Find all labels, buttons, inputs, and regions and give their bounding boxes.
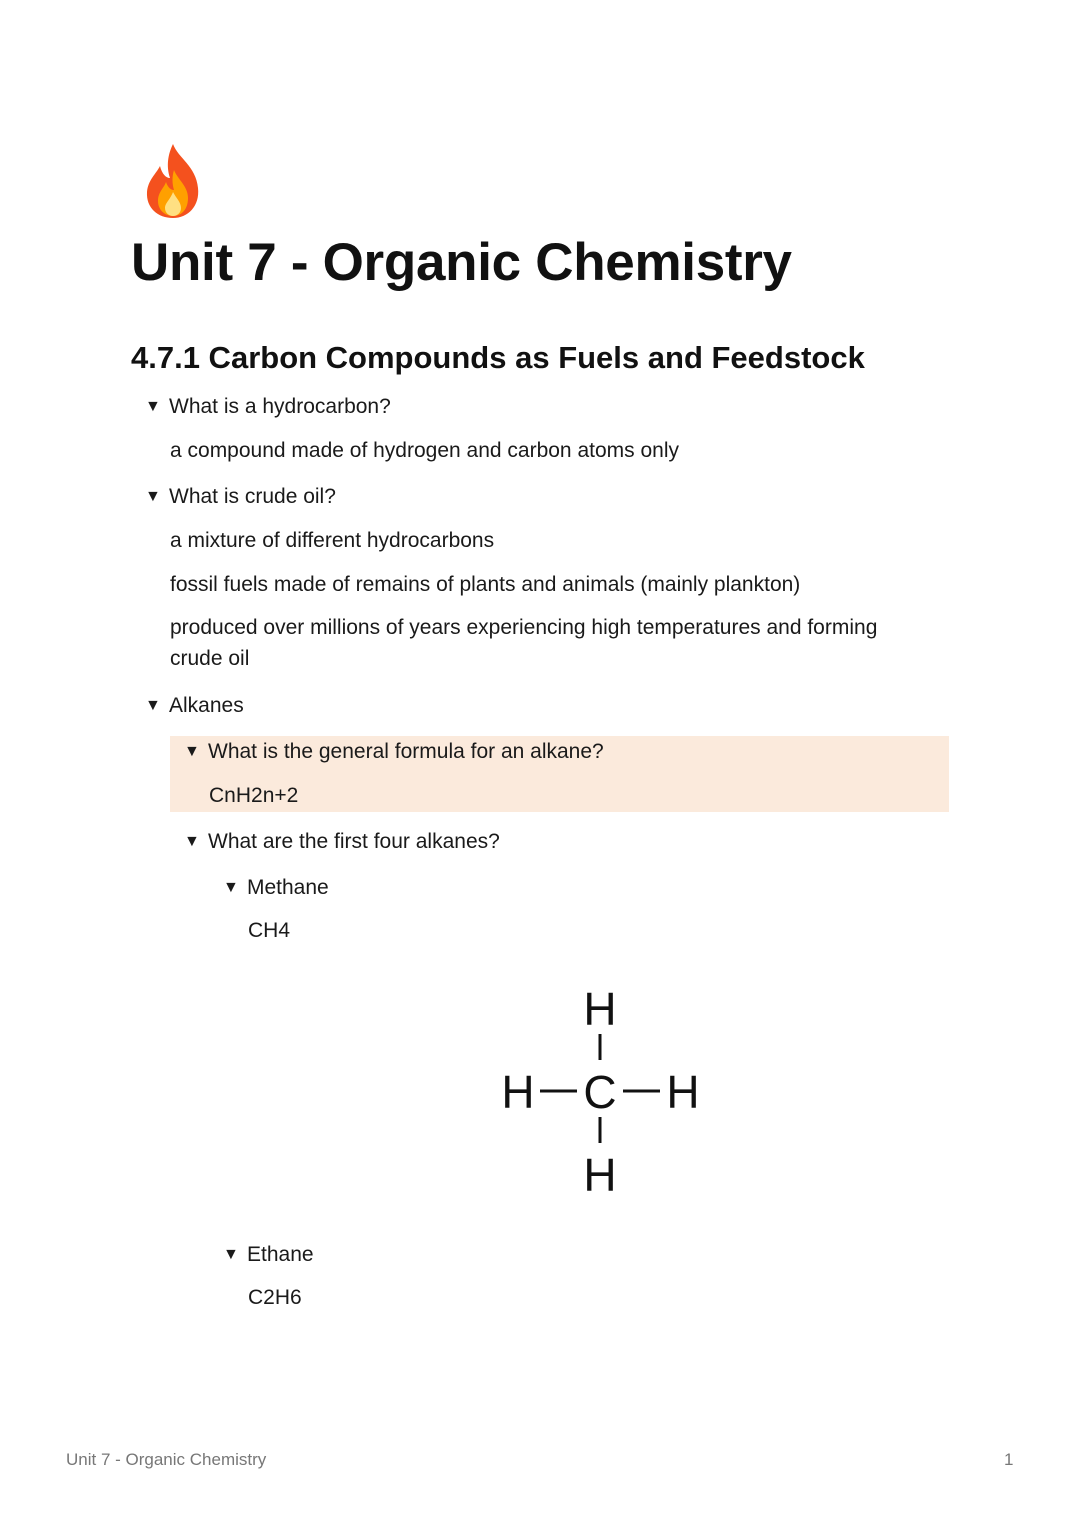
- toggle-label: Alkanes: [169, 694, 244, 717]
- toggle-methane[interactable]: [223, 876, 329, 900]
- formula-text: CH4: [248, 919, 291, 942]
- atom-h-left: H: [501, 1066, 535, 1118]
- triangle-down-icon: ▼: [145, 488, 161, 505]
- toggle-crude-oil[interactable]: [145, 485, 336, 509]
- atom-c-center: C: [583, 1066, 617, 1118]
- formula-text: CnH2n+2: [209, 784, 299, 807]
- atom-h-right: H: [666, 1066, 700, 1118]
- toggle-label: What is crude oil?: [169, 485, 336, 508]
- section-heading: 4.7.1 Carbon Compounds as Fuels and Feedstock: [131, 340, 865, 375]
- answer-text: produced over millions of years experiencing high temperatures and forming crude oil: [170, 616, 878, 670]
- triangle-down-icon: ▼: [223, 1246, 239, 1263]
- page-number: 1: [1004, 1450, 1014, 1469]
- triangle-down-icon: ▼: [223, 879, 239, 896]
- answer-text: a compound made of hydrogen and carbon atoms only: [170, 439, 679, 462]
- toggle-alkanes[interactable]: [145, 694, 244, 718]
- atom-h-top: H: [583, 983, 617, 1035]
- toggle-label: What is the general formula for an alkane?: [208, 740, 604, 763]
- triangle-down-icon: ▼: [145, 697, 161, 714]
- toggle-ethane[interactable]: [223, 1243, 314, 1267]
- formula-text: C2H6: [248, 1286, 302, 1309]
- answer-text: a mixture of different hydrocarbons: [170, 529, 495, 552]
- atom-h-bottom: H: [583, 1149, 617, 1201]
- page-title: Unit 7 - Organic Chemistry: [131, 233, 792, 292]
- toggle-label: Ethane: [247, 1243, 314, 1266]
- triangle-down-icon: ▼: [184, 743, 200, 760]
- toggle-label: What are the first four alkanes?: [208, 830, 500, 853]
- toggle-label: Methane: [247, 876, 329, 899]
- toggle-hydrocarbon[interactable]: [145, 395, 391, 419]
- toggle-label: What is a hydrocarbon?: [169, 395, 391, 418]
- toggle-general-formula[interactable]: [184, 740, 604, 764]
- triangle-down-icon: ▼: [145, 398, 161, 415]
- answer-text: fossil fuels made of remains of plants and animals (mainly plankton): [170, 573, 801, 596]
- footer-title: Unit 7 - Organic Chemistry: [66, 1450, 267, 1469]
- methane-structure: [480, 978, 720, 1203]
- toggle-first-four[interactable]: [184, 830, 500, 854]
- fire-icon: [138, 140, 208, 220]
- triangle-down-icon: ▼: [184, 833, 200, 850]
